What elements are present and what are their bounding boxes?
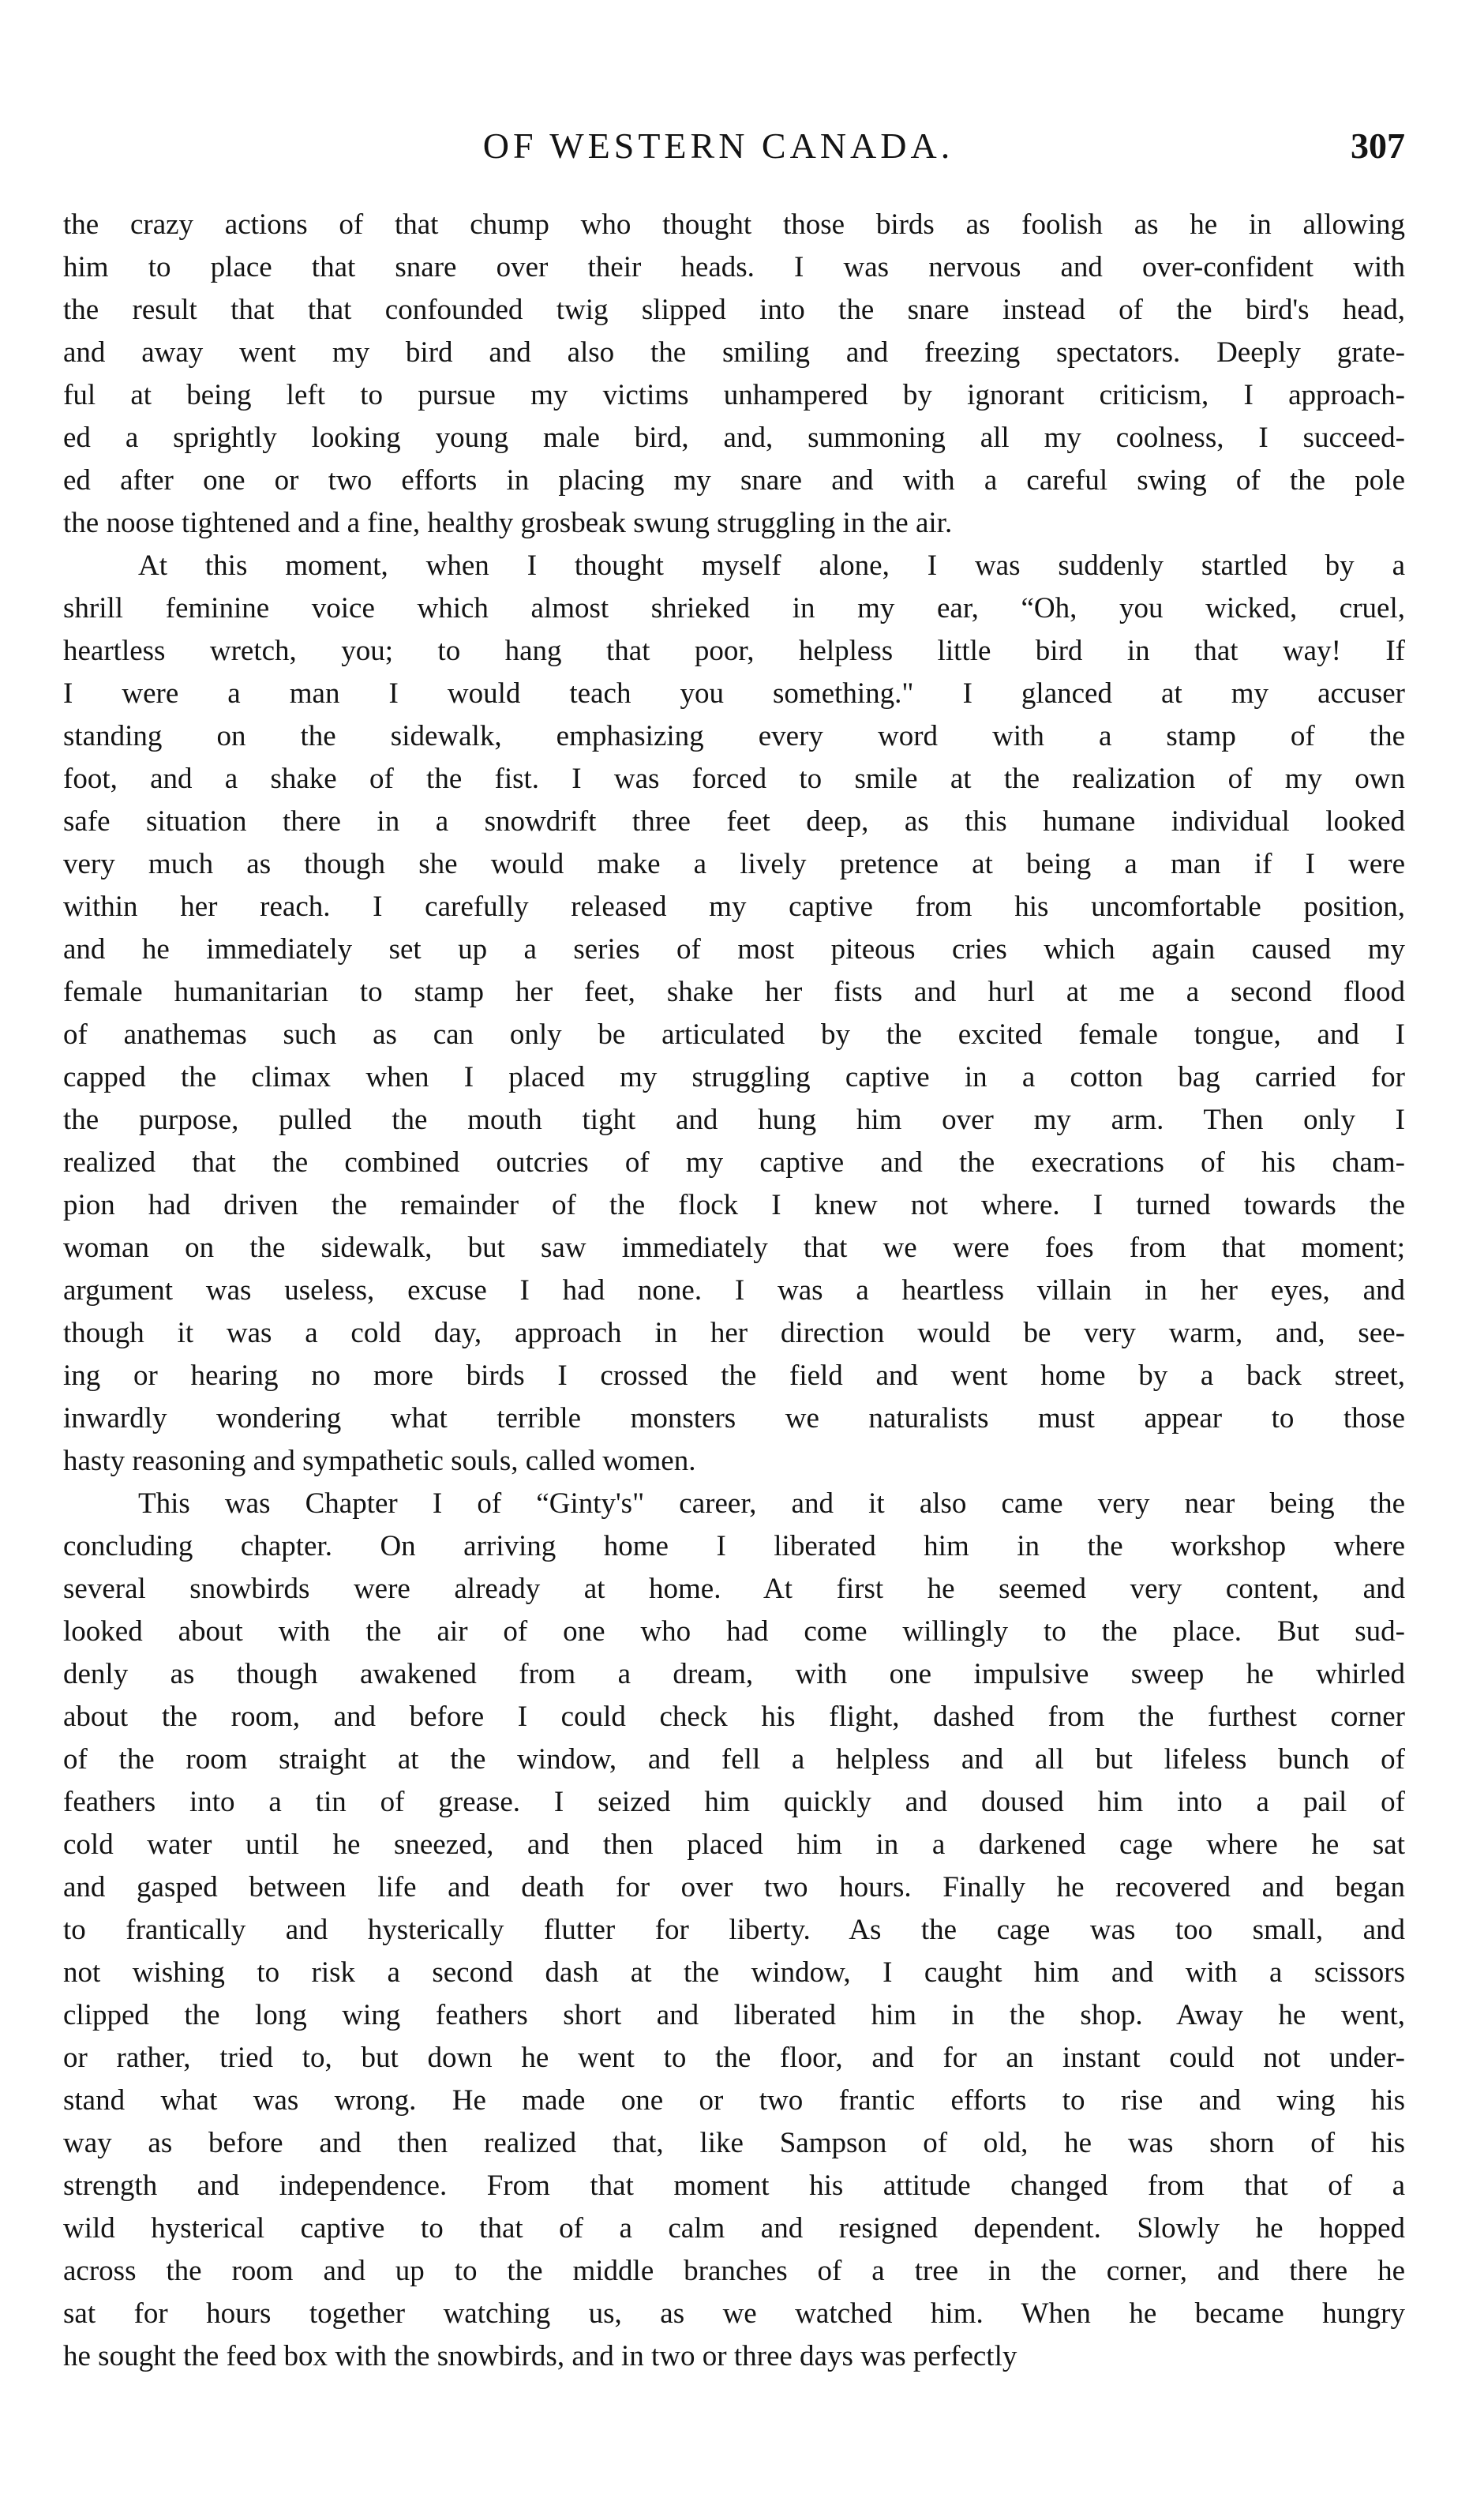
text-line: ed a sprightly looking young male bird, and, summoning all my coolness, I succeed-: [63, 422, 1405, 454]
text-line: the result that that confounded twig slipped into the snare instead of the bird's head,: [63, 294, 1405, 326]
text-line: feathers into a tin of grease. I seized him quickly and doused him into a pail of: [63, 1786, 1405, 1818]
text-line: ed after one or two efforts in placing my snare and with a careful swing of the pole: [63, 464, 1405, 497]
text-line: shrill feminine voice which almost shrieked in my ear, “Oh, you wicked, cruel,: [63, 592, 1405, 624]
running-head: OF WESTERN CANADA.: [482, 126, 954, 166]
text-line: foot, and a shake of the fist. I was forced to smile at the realization of my own: [63, 763, 1405, 795]
body-text: [63, 204, 1405, 2378]
text-line: denly as though awakened from a dream, with one impulsive sweep he whirled: [63, 1658, 1405, 1690]
text-line: and he immediately set up a series of most piteous cries which again caused my: [63, 933, 1405, 966]
text-line: the noose tightened and a fine, healthy grosbeak swung struggling in the air.: [63, 507, 953, 539]
text-line: capped the climax when I placed my struggling captive in a cotton bag carried for: [63, 1061, 1405, 1093]
text-line: him to place that snare over their heads. I was nervous and over-confident with: [63, 251, 1405, 283]
text-line: not wishing to risk a second dash at the window, I caught him and with a scissors: [63, 1956, 1405, 1989]
text-line: of anathemas such as can only be articulated by the excited female tongue, and I: [63, 1018, 1405, 1051]
text-line: cold water until he sneezed, and then placed him in a darkened cage where he sat: [63, 1828, 1405, 1861]
paragraph: [63, 1483, 1405, 2378]
text-line: he sought the feed box with the snowbirds, and in two or three days was perfectly: [63, 2340, 1017, 2372]
text-line: way as before and then realized that, like Sampson of old, he was shorn of his: [63, 2127, 1405, 2159]
text-line: ful at being left to pursue my victims unhampered by ignorant criticism, I approach-: [63, 379, 1405, 411]
text-line: realized that the combined outcries of my captive and the execrations of his cham-: [63, 1146, 1405, 1179]
text-line: and away went my bird and also the smiling and freezing spectators. Deeply grate-: [63, 336, 1405, 369]
text-line: across the room and up to the middle branches of a tree in the corner, and there he: [63, 2255, 1405, 2287]
text-line: inwardly wondering what terrible monsters we naturalists must appear to those: [63, 1402, 1405, 1435]
text-line: hasty reasoning and sympathetic souls, called women.: [63, 1445, 696, 1477]
text-line: the crazy actions of that chump who thought those birds as foolish as he in allowing: [63, 208, 1405, 241]
text-line: or rather, tried to, but down he went to the floor, and for an instant could not under-: [63, 2042, 1405, 2074]
text-line: very much as though she would make a lively pretence at being a man if I were: [63, 848, 1405, 880]
text-line: ing or hearing no more birds I crossed the field and went home by a back street,: [63, 1360, 1405, 1392]
text-line: standing on the sidewalk, emphasizing every word with a stamp of the: [63, 720, 1405, 752]
text-line: sat for hours together watching us, as we watched him. When he became hungry: [63, 2297, 1405, 2330]
text-line: concluding chapter. On arriving home I liberated him in the workshop where: [63, 1530, 1405, 1562]
text-line: about the room, and before I could check his flight, dashed from the furthest corner: [63, 1701, 1405, 1733]
paragraph: [63, 204, 1405, 545]
text-line: female humanitarian to stamp her feet, shake her fists and hurl at me a second flood: [63, 976, 1405, 1008]
text-line: looked about with the air of one who had come willingly to the place. But sud-: [63, 1615, 1405, 1648]
page-number: 307: [1351, 126, 1405, 166]
text-line: of the room straight at the window, and fell a helpless and all but lifeless bunch of: [63, 1743, 1405, 1776]
text-line: the purpose, pulled the mouth tight and hung him over my arm. Then only I: [63, 1104, 1405, 1136]
text-line: This was Chapter I of “Ginty's" career, and it also came very near being the: [138, 1487, 1405, 1520]
text-line: woman on the sidewalk, but saw immediately that we were foes from that moment;: [63, 1232, 1405, 1264]
text-line: safe situation there in a snowdrift three feet deep, as this humane individual looked: [63, 805, 1405, 838]
page-header: [32, 118, 1405, 174]
text-line: wild hysterical captive to that of a calm and resigned dependent. Slowly he hopped: [63, 2212, 1405, 2245]
text-line: pion had driven the remainder of the flock I knew not where. I turned towards the: [63, 1189, 1405, 1221]
paragraph: [63, 545, 1405, 1483]
text-line: I were a man I would teach you something." I glanced at my accuser: [63, 677, 1405, 710]
text-line: though it was a cold day, approach in her direction would be very warm, and, see-: [63, 1317, 1405, 1349]
text-line: heartless wretch, you; to hang that poor, helpless little bird in that way! If: [63, 635, 1405, 667]
text-line: strength and independence. From that moment his attitude changed from that of a: [63, 2170, 1405, 2202]
text-line: clipped the long wing feathers short and liberated him in the shop. Away he went,: [63, 1999, 1405, 2031]
text-line: within her reach. I carefully released my captive from his uncomfortable position,: [63, 891, 1405, 923]
text-line: and gasped between life and death for over two hours. Finally he recovered and began: [63, 1871, 1405, 1903]
text-line: several snowbirds were already at home. At first he seemed very content, and: [63, 1573, 1405, 1605]
text-line: stand what was wrong. He made one or two frantic efforts to rise and wing his: [63, 2084, 1405, 2117]
text-line: At this moment, when I thought myself alone, I was suddenly startled by a: [138, 549, 1405, 582]
text-line: argument was useless, excuse I had none. I was a heartless villain in her eyes, and: [63, 1274, 1405, 1307]
text-line: to frantically and hysterically flutter for liberty. As the cage was too small, and: [63, 1914, 1405, 1946]
